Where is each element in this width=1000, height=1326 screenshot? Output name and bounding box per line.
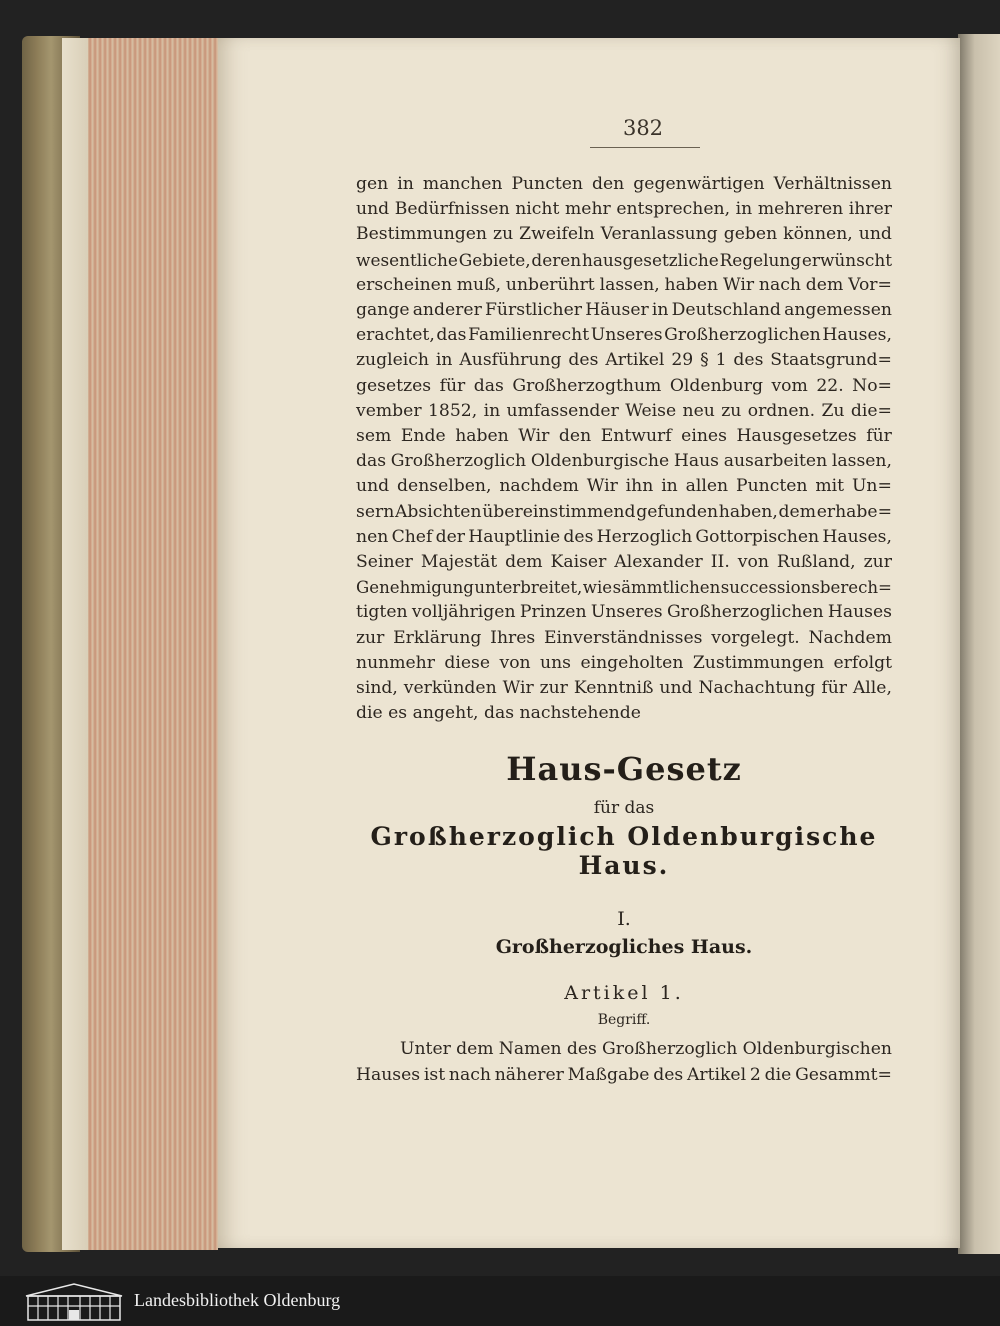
body-line: gen in manchen Puncten den gegenwärtigen Verhältnissen: [356, 174, 892, 194]
article-line: Unter dem Namen des Großherzoglich Oldenburgischen: [400, 1039, 892, 1059]
body-line: und denselben, nachdem Wir ihn in allen Puncten mit Un=: [356, 476, 892, 497]
article-line: Hauses ist nach näherer Maßgabe des Artikel 2 die Gesammt=: [356, 1065, 892, 1085]
library-building-icon: [22, 1282, 126, 1322]
section-number: I.: [617, 908, 631, 930]
viewer-footer: [0, 1276, 1000, 1326]
facing-page-edge: [958, 34, 1000, 1254]
library-name: Landesbibliothek Oldenburg: [134, 1290, 341, 1310]
body-line: sern Absichten übereinstimmend gefunden haben, dem erhabe=: [356, 501, 892, 522]
body-line: wesentliche Gebiete, deren hausgesetzliche Regelung erwünscht: [356, 249, 892, 270]
body-line: erscheinen muß, unberührt lassen, haben Wir nach dem Vor=: [356, 274, 892, 295]
body-line: nunmehr diese von uns eingeholten Zustimmungen erfolgt: [356, 652, 892, 673]
body-line: und Bedürfnissen nicht mehr entsprechen, in mehreren ihrer: [356, 199, 892, 220]
body-line: Seiner Majestät dem Kaiser Alexander II. von Rußland, zur: [356, 552, 892, 573]
law-title: Haus-Gesetz: [506, 750, 742, 788]
body-line: erachtet, das Familienrecht Unseres Großherzoglichen Hauses,: [356, 325, 892, 346]
body-line: nen Chef der Hauptlinie des Herzoglich Gottorpischen Hauses,: [356, 526, 892, 547]
body-line: zur Erklärung Ihres Einverständnisses vorgelegt. Nachdem: [356, 627, 892, 648]
page-stack-highlight: [62, 38, 88, 1250]
article-title: Artikel 1.: [564, 982, 684, 1004]
body-line: sem Ende haben Wir den Entwurf eines Hausgesetzes für: [356, 426, 892, 447]
body-line: sind, verkünden Wir zur Kenntniß und Nachachtung für Alle,: [356, 678, 892, 699]
page-number-rule: [590, 147, 700, 148]
house-title: Großherzoglich Oldenburgische Haus.: [370, 822, 878, 880]
article-text: [356, 1036, 892, 1088]
section-title: Großherzogliches Haus.: [495, 936, 753, 958]
body-line: gesetzes für das Großherzogthum Oldenburg vom 22. No=: [356, 375, 892, 396]
body-line: zugleich in Ausführung des Artikel 29 § 1 des Staatsgrund=: [356, 350, 892, 371]
body-line: Bestimmungen zu Zweifeln Veranlassung geben können, und: [356, 224, 892, 245]
book-page: [218, 38, 960, 1248]
body-text: [356, 172, 892, 726]
body-line: tigten volljährigen Prinzen Unseres Großherzoglichen Hauses: [356, 602, 892, 623]
body-line: die es angeht, das nachstehende: [356, 703, 641, 724]
body-line: das Großherzoglich Oldenburgische Haus ausarbeiten lassen,: [356, 451, 892, 472]
article-subtitle: Begriff.: [597, 1012, 651, 1028]
page-number: 382: [622, 116, 664, 140]
body-line: Genehmigung unterbreitet, wie sämmtlichen successionsberech=: [356, 578, 892, 598]
law-subtitle: für das: [593, 798, 655, 818]
body-line: gange anderer Fürstlicher Häuser in Deutschland angemessen: [356, 300, 892, 321]
body-line: vember 1852, in umfassender Weise neu zu ordnen. Zu die=: [356, 400, 892, 421]
